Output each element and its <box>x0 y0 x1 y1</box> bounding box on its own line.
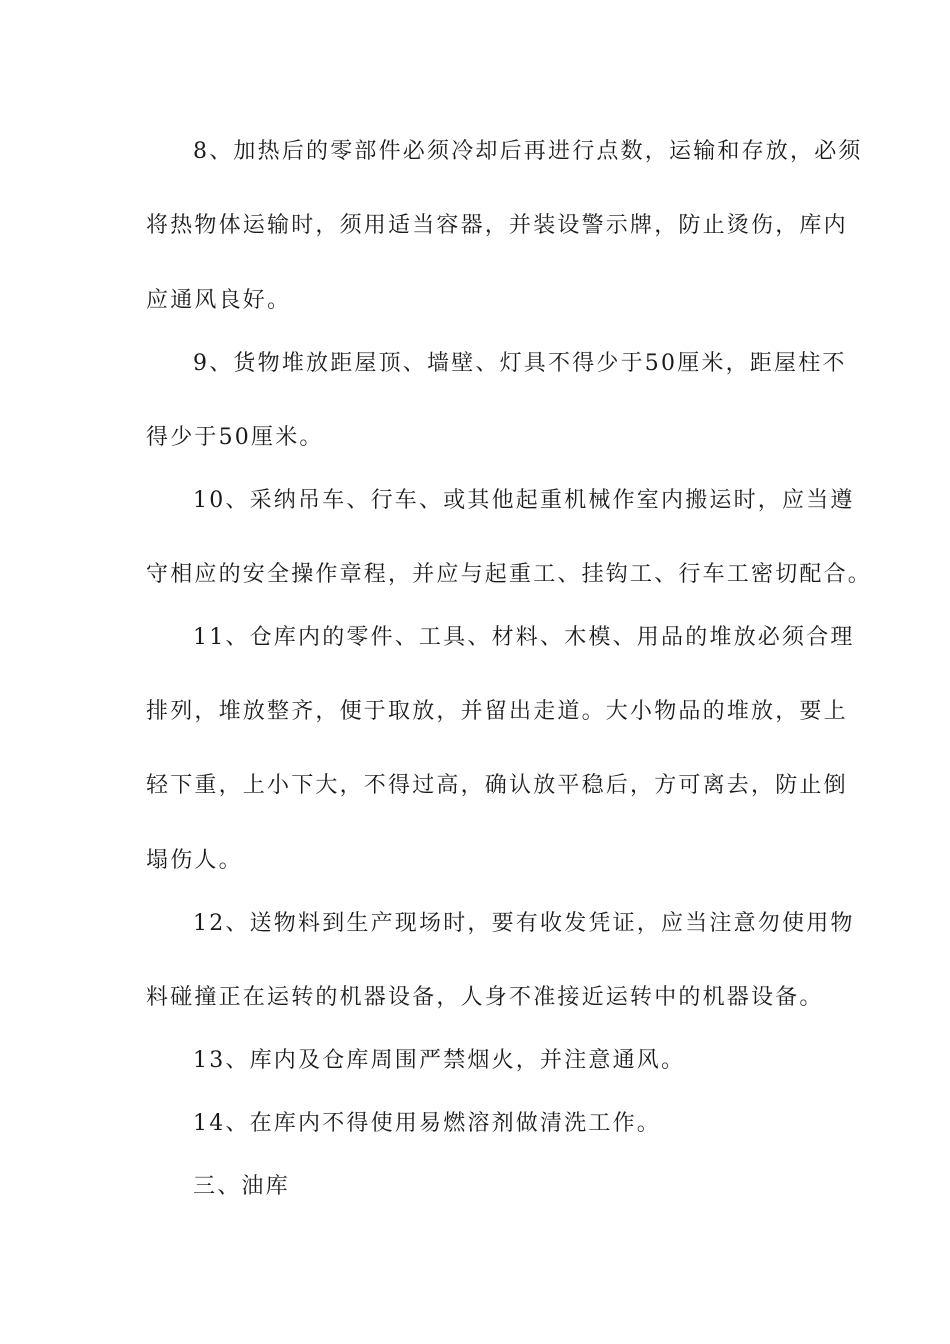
text-line: 12、送物料到生产现场时，要有收发凭证，应当注意勿使用物 <box>193 911 855 936</box>
text-line: 守相应的安全操作章程，并应与起重工、挂钩工、行车工密切配合。 <box>146 562 873 587</box>
text-line: 10、采纳吊车、行车、或其他起重机械作室内搬运时，应当遵 <box>193 488 855 513</box>
text-line: 9、货物堆放距屋顶、墙壁、灯具不得少于50厘米，距屋柱不 <box>193 351 847 376</box>
text-line: 排列，堆放整齐，便于取放，并留出走道。大小物品的堆放，要上 <box>146 699 848 724</box>
text-line: 应通风良好。 <box>146 288 292 313</box>
text-line: 11、仓库内的零件、工具、材料、木模、用品的堆放必须合理 <box>193 625 855 650</box>
text-line: 轻下重，上小下大，不得过高，确认放平稳后，方可离去，防止倒 <box>146 773 848 798</box>
text-line: 塌伤人。 <box>146 848 243 873</box>
text-line: 8、加热后的零部件必须冷却后再进行点数，运输和存放，必须 <box>193 139 863 164</box>
text-line: 将热物体运输时，须用适当容器，并装设警示牌，防止烫伤，库内 <box>146 213 848 238</box>
text-line: 14、在库内不得使用易燃溶剂做清洗工作。 <box>193 1111 661 1136</box>
text-line: 13、库内及仓库周围严禁烟火，并注意通风。 <box>193 1048 686 1073</box>
text-line: 得少于50厘米。 <box>146 425 324 450</box>
text-line: 料碰撞正在运转的机器设备，人身不准接近运转中的机器设备。 <box>146 985 824 1010</box>
section-heading: 三、油库 <box>193 1174 290 1199</box>
